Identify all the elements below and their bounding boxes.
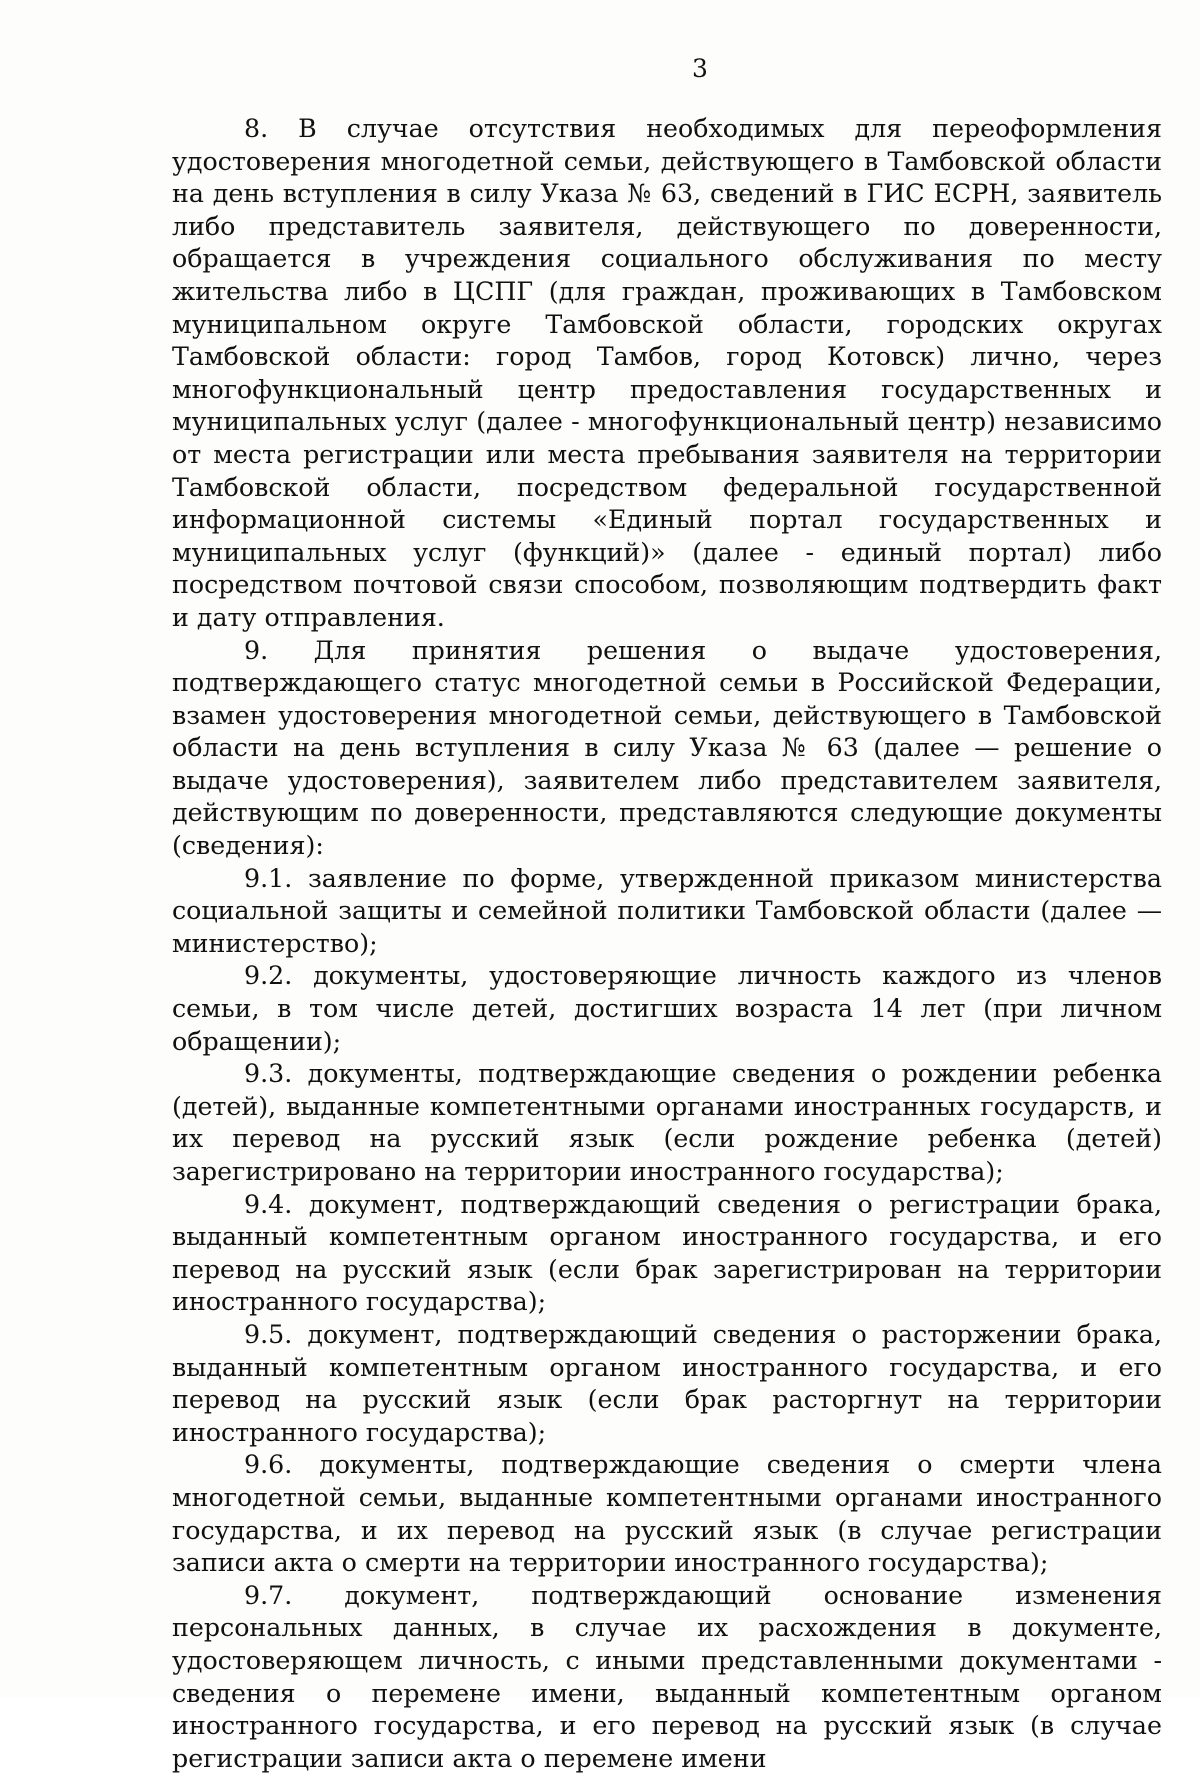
paragraph-9-7: 9.7. документ, подтверждающий основание изменения персональных данных, в случае их расхождения в документе, удостоверяющем личность, с иными представленными документами - сведения о перемене имени, выданный компетентным органом иностранного государства, и его перевод на русский язык (в случае регистрации записи акта о перемене имени xyxy=(172,1580,1162,1773)
paragraph-9-3: 9.3. документы, подтверждающие сведения о рождении ребенка (детей), выданные компетентными органами иностранных государств, и их перевод на русский язык (если рождение ребенка (детей) зарегистрировано на территории иностранного государства); xyxy=(172,1059,1162,1186)
page-number: 3 xyxy=(692,54,708,83)
document-body xyxy=(172,113,1162,1775)
paragraph-9-5: 9.5. документ, подтверждающий сведения о расторжении брака, выданный компетентным органом иностранного государства, и его перевод на русский язык (если брак расторгнут на территории иностранного государства); xyxy=(172,1319,1162,1447)
paragraph-9-2: 9.2. документы, удостоверяющие личность каждого из членов семьи, в том числе детей, достигших возраста 14 лет (при личном обращении); xyxy=(172,961,1162,1056)
paragraph-9-4: 9.4. документ, подтверждающий сведения о регистрации брака, выданный компетентным органом иностранного государства, и его перевод на русский язык (если брак зарегистрирован на территории иностранного государства); xyxy=(172,1189,1162,1317)
paragraph-9: 9. Для принятия решения о выдаче удостоверения, подтверждающего статус многодетной семьи в Российской Федерации, взамен удостоверения многодетной семьи, действующего в Тамбовской области на день вступления в силу Указа № 63 (далее — решение о выдаче удостоверения), заявителем либо представителем заявителя, действующим по доверенности, представляются следующие документы (сведения): xyxy=(172,635,1162,861)
paragraph-9-6: 9.6. документы, подтверждающие сведения о смерти члена многодетной семьи, выданные компетентными органами иностранного государства, и их перевод на русский язык (в случае регистрации записи акта о смерти на территории иностранного государства); xyxy=(172,1450,1162,1578)
paragraph-8: 8. В случае отсутствия необходимых для переоформления удостоверения многодетной семьи, действующего в Тамбовской области на день вступления в силу Указа № 63, сведений в ГИС ЕСРН, заявитель либо представитель заявителя, действующего по доверенности, обращается в учреждения социального обслуживания по месту жительства либо в ЦСПГ (для граждан, проживающих в Тамбовском муниципальном округе Тамбовской области, городских округах Тамбовской области: город Тамбов, город Котовск) лично, через многофункциональный центр предоставления государственных и муниципальных услуг (далее - многофункциональный центр) независимо от места регистрации или места пребывания заявителя на территории Тамбовской области, посредством федеральной государственной информационной системы «Единый портал государственных и муниципальных услуг (функций)» (далее - единый портал) либо посредством почтовой связи способом, позволяющим подтвердить факт и дату отправления. xyxy=(172,114,1162,632)
paragraph-9-1: 9.1. заявление по форме, утвержденной приказом министерства социальной защиты и семейной политики Тамбовской области (далее — министерство); xyxy=(172,863,1162,958)
